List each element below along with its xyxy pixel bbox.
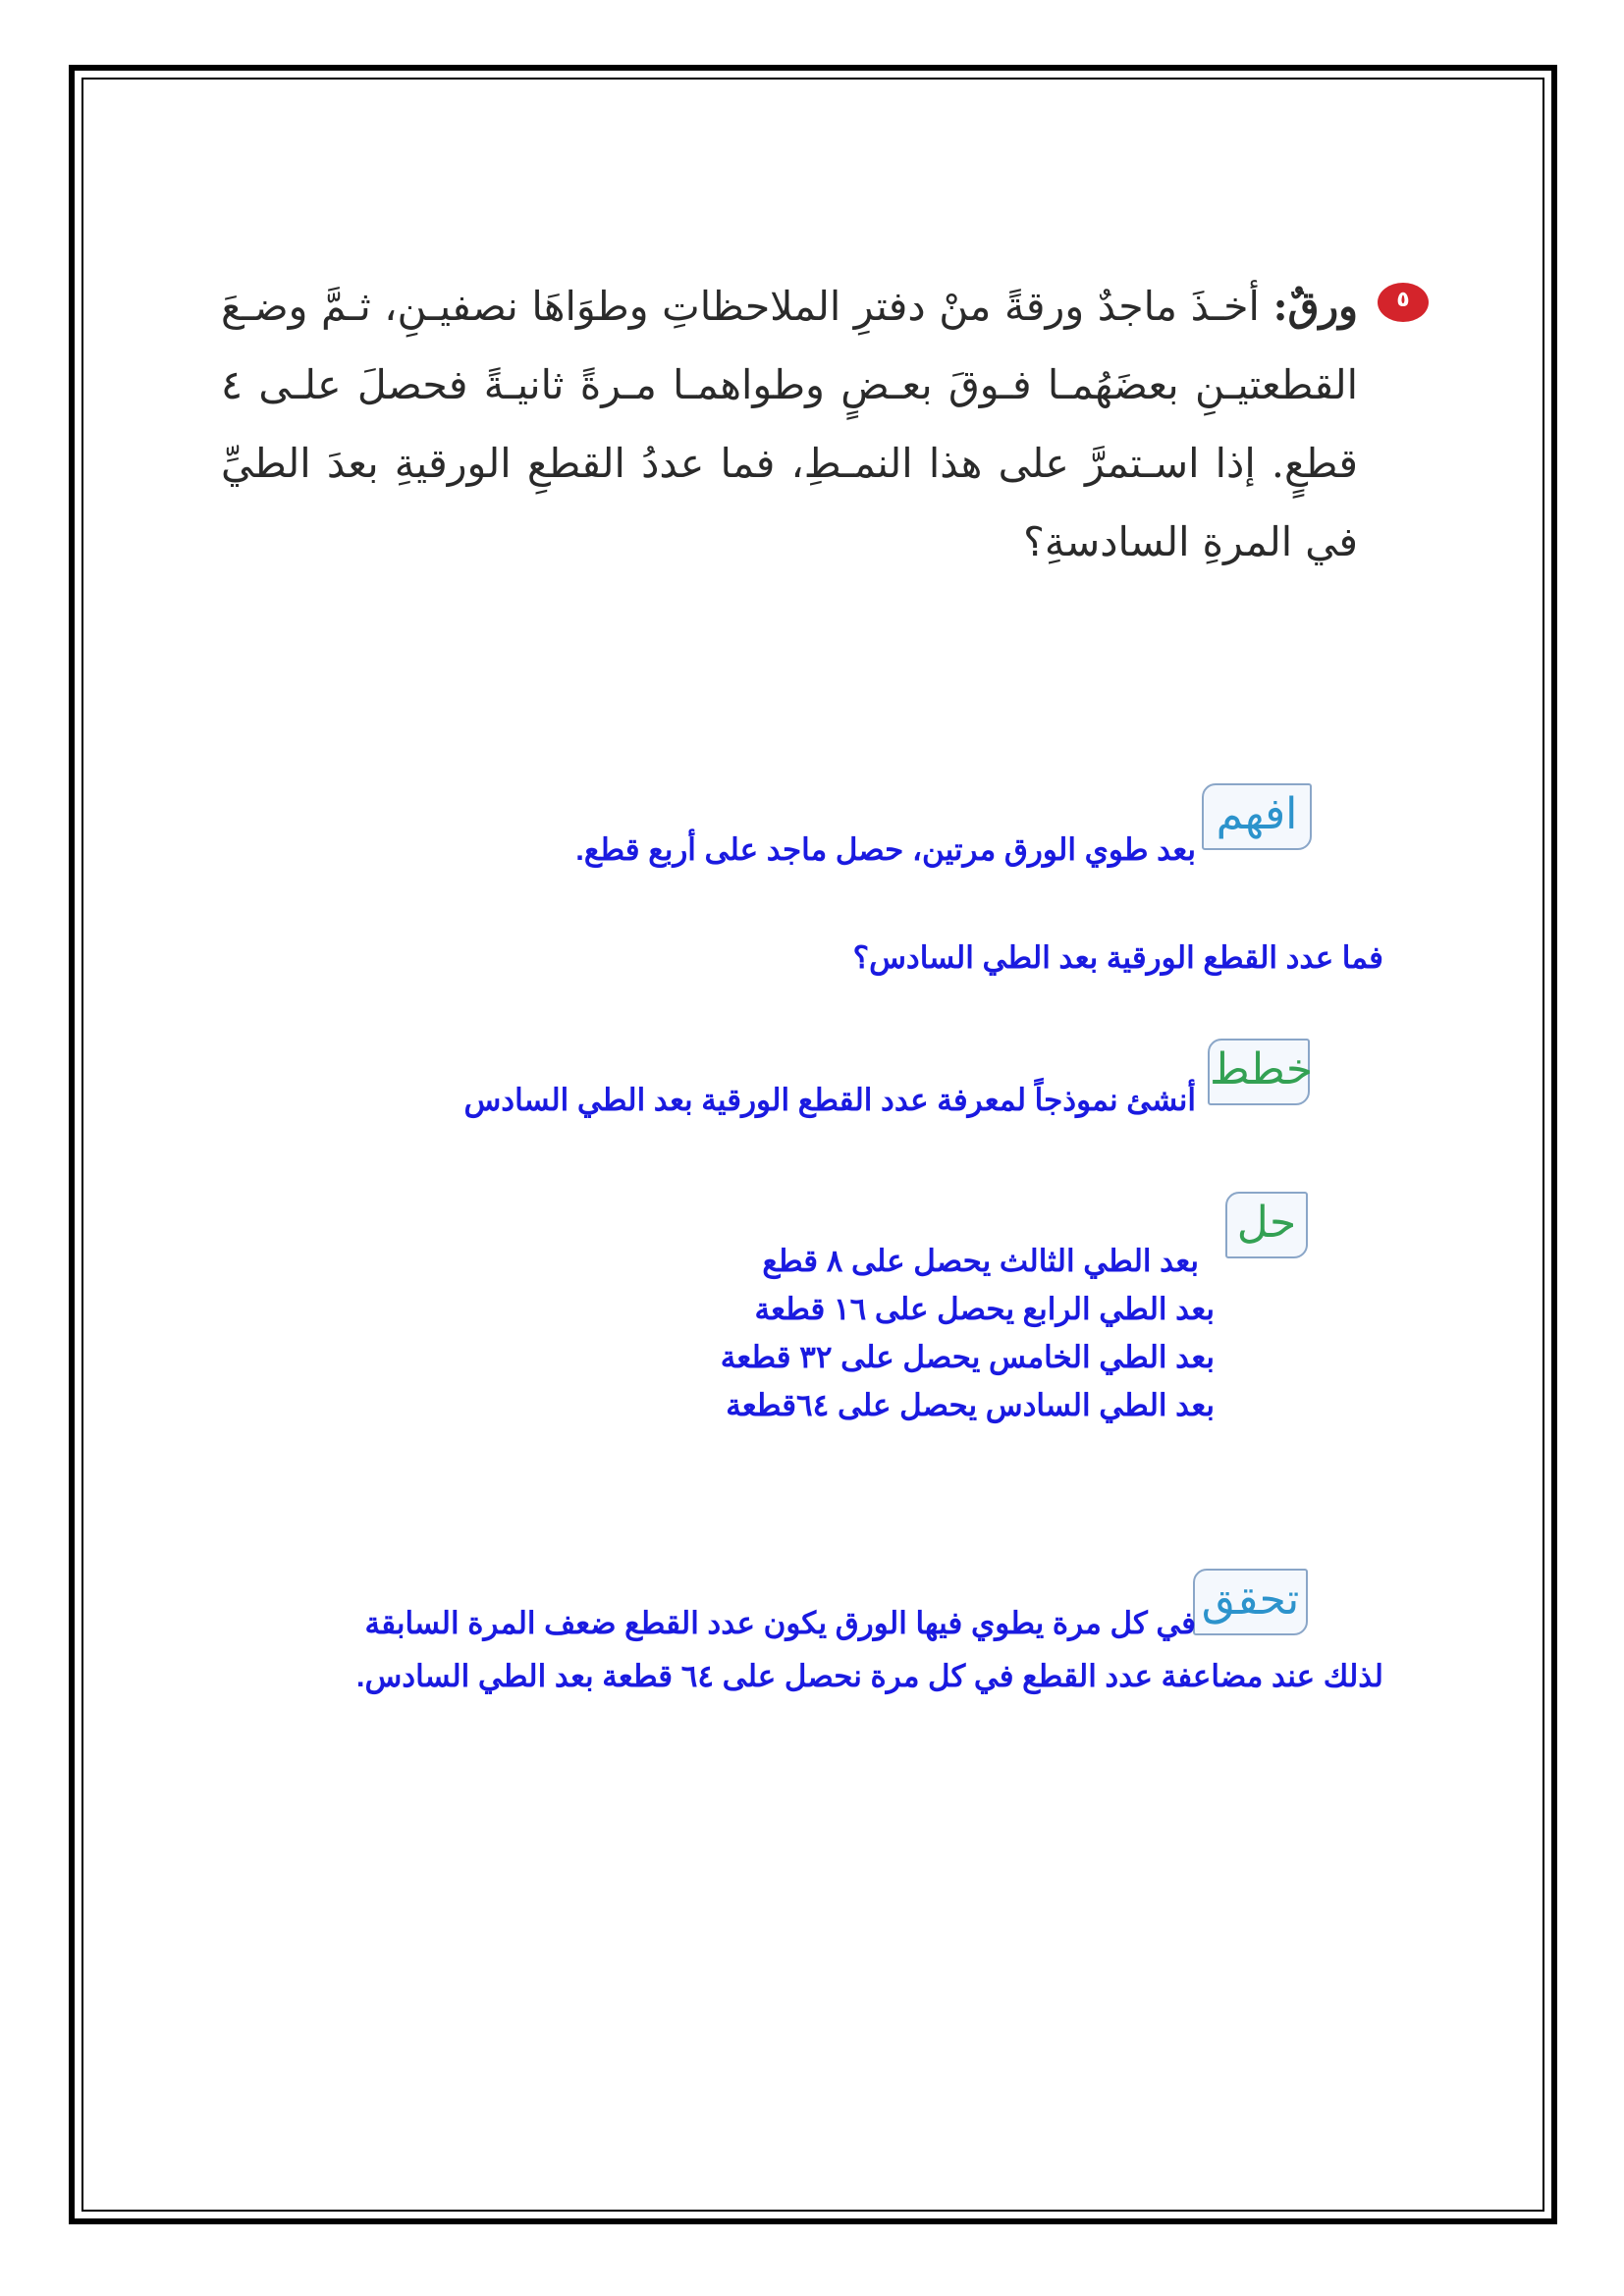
plan-line-1: أنشئ نموذجاً لمعرفة عدد القطع الورقية بعد الطي السادس	[463, 1083, 1196, 1117]
check-line-1: في كل مرة يطوي فيها الورق يكون عدد القطع ضعف المرة السابقة	[364, 1606, 1196, 1640]
solve-lines	[705, 1237, 1215, 1429]
problem-text	[221, 267, 1358, 581]
solve-line-4: بعد الطي السادس يحصل على ٦٤قطعة	[726, 1388, 1215, 1422]
problem-statement	[221, 267, 1429, 689]
problem-keyword: ورقٌ:	[1272, 283, 1358, 330]
solve-line-2: بعد الطي الرابع يحصل على ١٦ قطعة	[754, 1292, 1215, 1326]
problem-body: أخـذَ ماجدٌ ورقةً منْ دفترِ الملاحظاتِ وطوَاهَا نصفيـنِ، ثـمَّ وضـعَ القطعتيـنِ بعضَهُمـا فـوقَ بعـضٍ وطواهمـا مـرةً ثانيـةً فحصلَ علـى ٤ قطعٍ. إذا اسـتمرَّ على هذا النمـطِ، فما عددُ القطعِ الورقيةِ بعدَ الطيِّ في المرةِ السادسةِ؟	[221, 283, 1358, 565]
step-check-label: تحقق	[1193, 1569, 1308, 1635]
check-line-2: لذلك عند مضاعفة عدد القطع في كل مرة نحصل على ٦٤ قطعة بعد الطي السادس.	[355, 1659, 1383, 1693]
solve-line-3: بعد الطي الخامس يحصل على ٣٢ قطعة	[720, 1340, 1215, 1374]
solve-line-1: بعد الطي الثالث يحصل على ٨ قطع	[762, 1244, 1199, 1278]
step-solve-label: حل	[1225, 1192, 1308, 1258]
understand-line-1: بعد طوي الورق مرتين، حصل ماجد على أربع قطع.	[575, 832, 1196, 867]
understand-line-2: فما عدد القطع الورقية بعد الطي السادس؟	[852, 940, 1383, 975]
problem-number: ٥	[1396, 288, 1410, 312]
step-plan-label: خطط	[1208, 1039, 1310, 1105]
step-understand-label: افهم	[1202, 783, 1312, 850]
problem-number-badge	[1378, 283, 1429, 322]
